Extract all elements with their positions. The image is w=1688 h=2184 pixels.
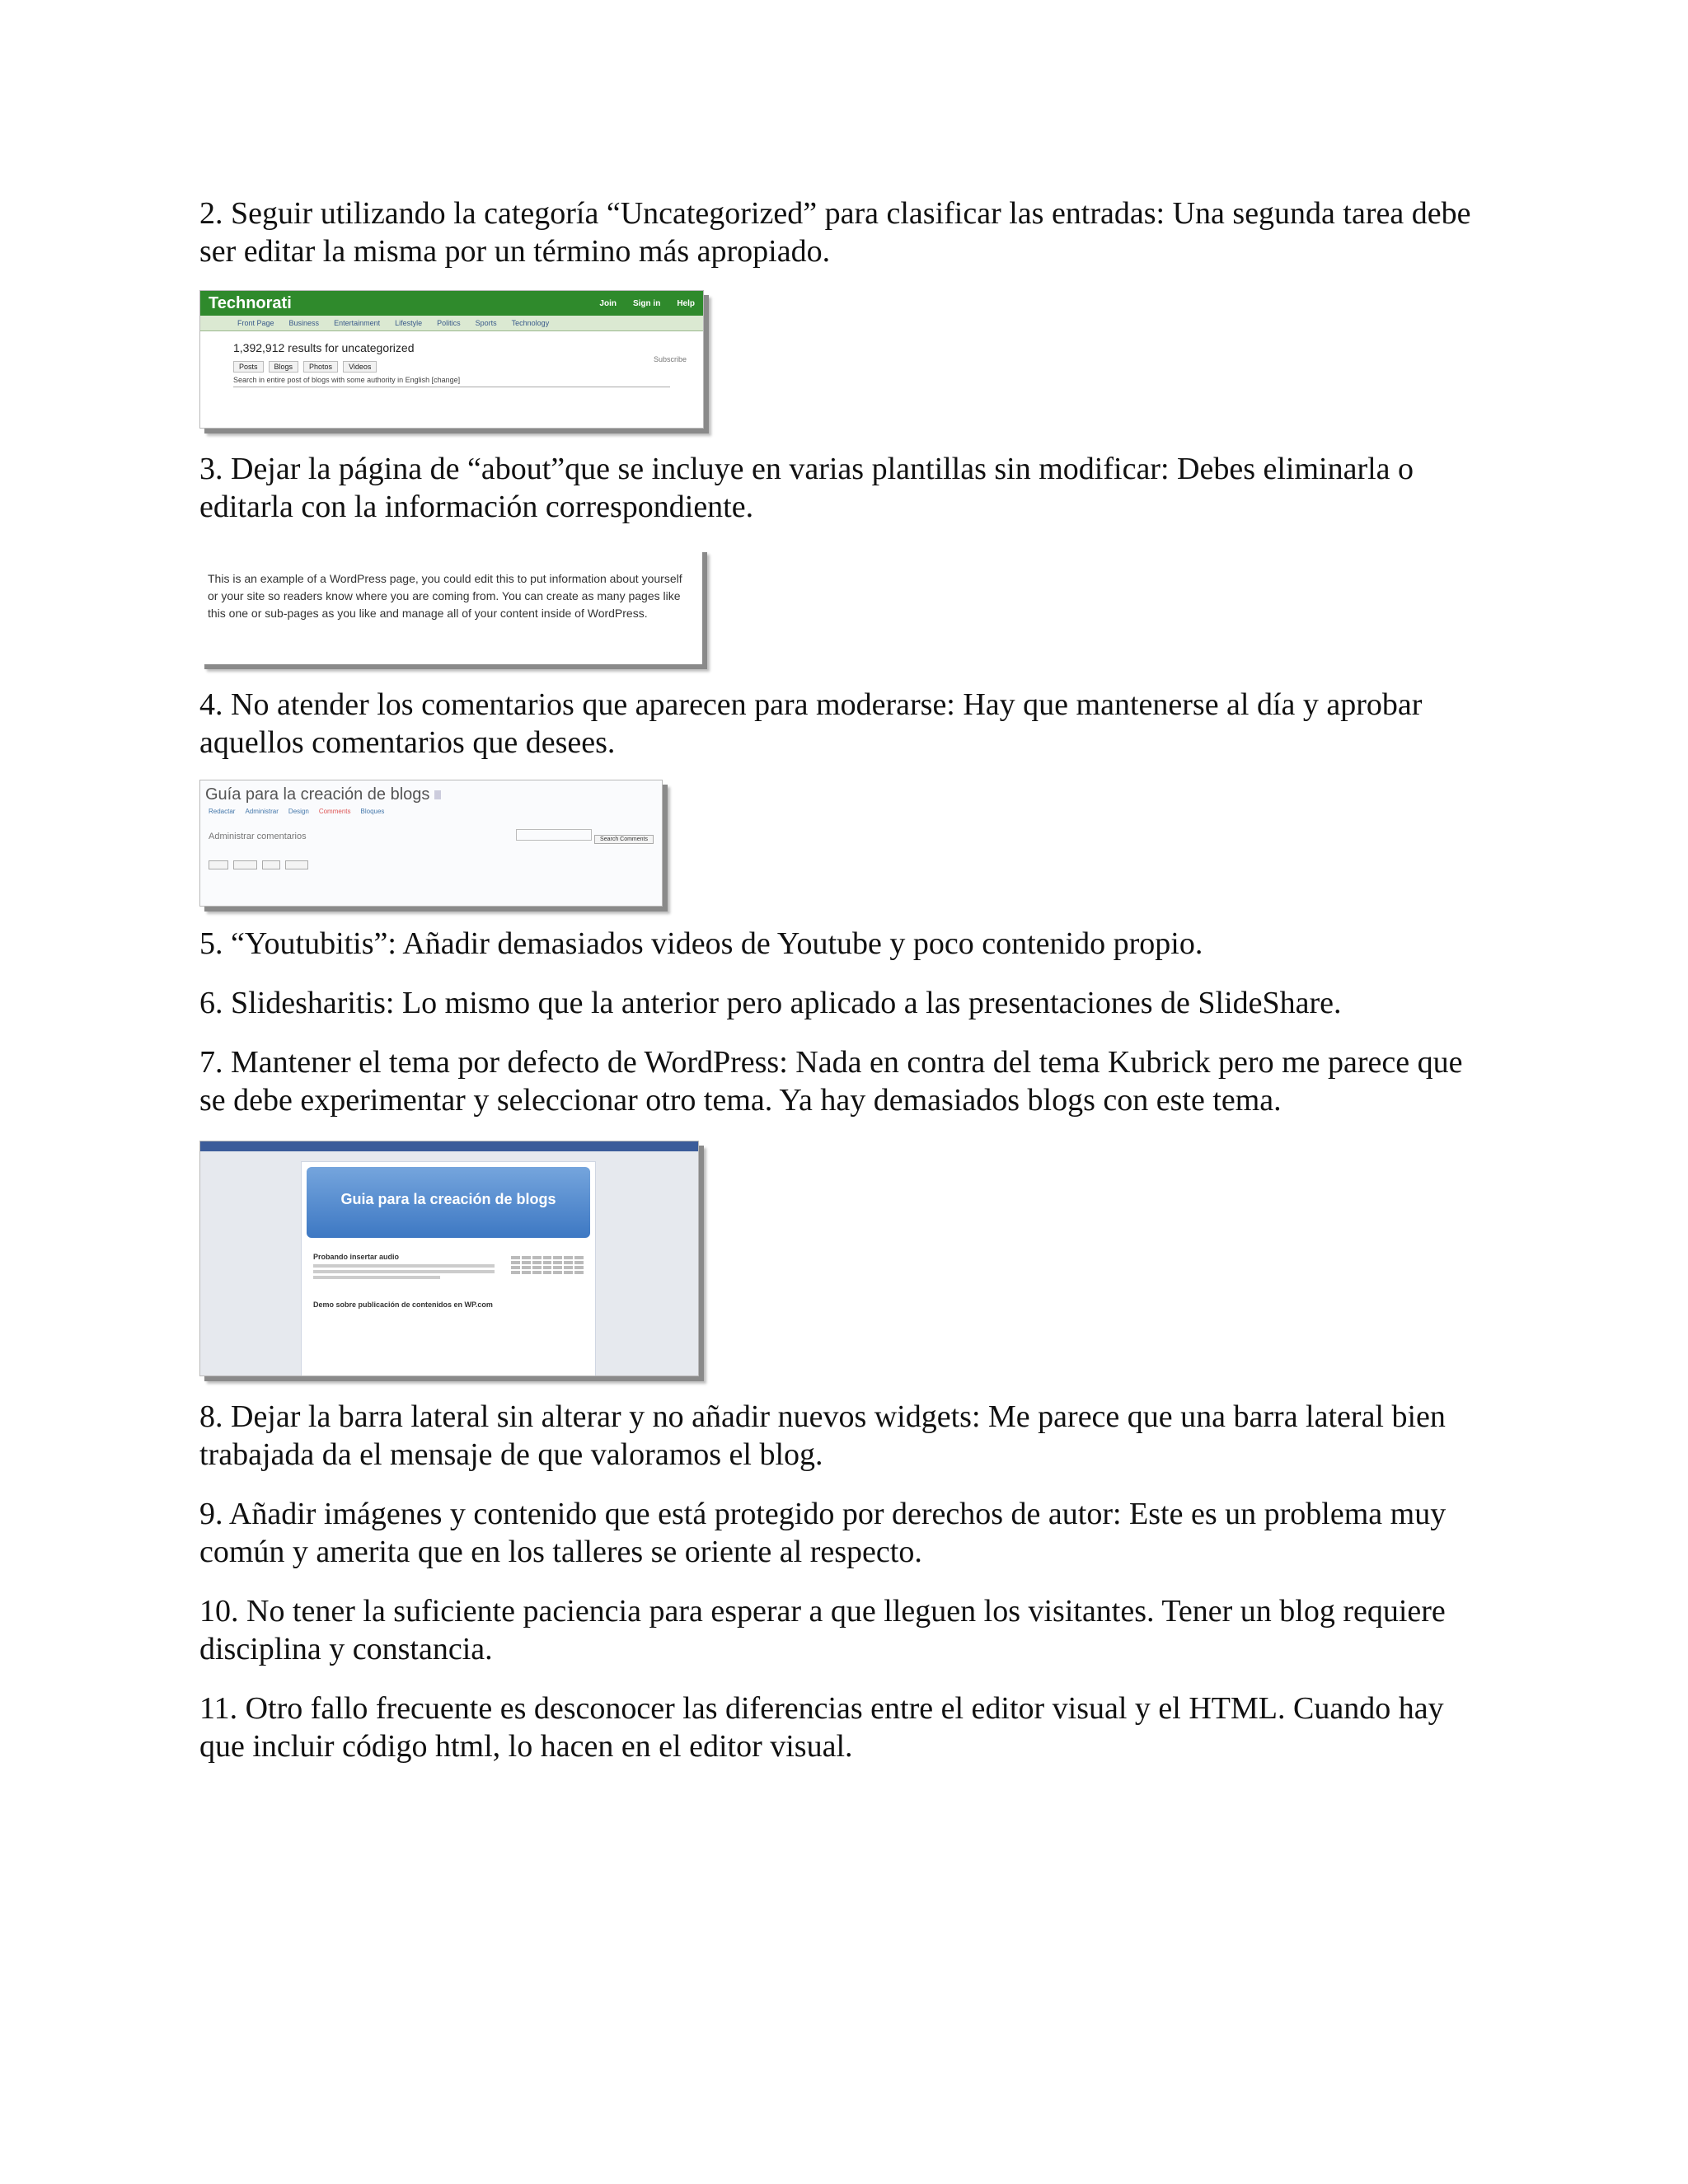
kubrick-theme-screenshot <box>199 1141 699 1376</box>
technorati-tab: Blogs <box>269 361 299 373</box>
comments-subnav <box>200 817 662 826</box>
comments-filter-row <box>200 846 662 859</box>
list-item-10: 10. No tener la suficiente paciencia para esperar a que lleguen los visitantes. Tener un blog requiere disciplina y constancia. <box>199 1594 1446 1666</box>
technorati-nav-item: Politics <box>437 319 461 327</box>
comments-nav-item: Comments <box>318 808 351 815</box>
technorati-search-line: Search in entire post of blogs with some authority in English [change] <box>233 376 670 387</box>
technorati-nav-item: Business <box>288 319 320 327</box>
technorati-nav-item: Front Page <box>237 319 274 327</box>
comments-heading: Administrar comentarios <box>209 831 307 841</box>
comments-blog-title <box>200 780 662 806</box>
comments-blog-tag <box>434 790 441 799</box>
kubrick-sidebar <box>511 1253 584 1274</box>
kubrick-calendar <box>511 1256 584 1274</box>
kubrick-page <box>301 1161 596 1376</box>
technorati-body <box>200 331 703 397</box>
comments-search-button: Search Comments <box>594 835 654 844</box>
list-item-4: 4. No atender los comentarios que aparecen para moderarse: Hay que mantenerse al día y aprobar aquellos comentarios que desees. <box>199 687 1423 760</box>
comments-actions <box>200 859 662 871</box>
document-content <box>199 194 1493 1765</box>
technorati-screenshot <box>199 290 704 429</box>
comments-nav-item: Bloques <box>360 808 385 815</box>
comments-heading-row <box>200 826 662 846</box>
kubrick-admin-bar <box>200 1141 698 1151</box>
kubrick-post <box>313 1253 495 1312</box>
comments-action-button <box>285 860 308 869</box>
list-item-9: 9. Añadir imágenes y contenido que está protegido por derechos de autor: Este es un problema muy común y amerita que en los talleres se oriente al respecto. <box>199 1497 1447 1569</box>
technorati-results: 1,392,912 results for uncategorized <box>233 341 415 354</box>
kubrick-post-title-2: Demo sobre publicación de contenidos en WP.com <box>313 1301 493 1309</box>
technorati-nav-item: Technology <box>511 319 550 327</box>
list-item-8: 8. Dejar la barra lateral sin alterar y no añadir nuevos widgets: Me parece que una barra lateral bien trabajada da el mensaje de que valoramos el blog. <box>199 1399 1446 1472</box>
about-page-text: This is an example of a WordPress page, you could edit this to put information about yourself or your site so readers know where you are coming from. You can create as many pages like this one or sub-pages as you like and manage all of your content inside of WordPress. <box>208 572 682 620</box>
comments-admin-screenshot <box>199 780 663 907</box>
list-item-5: 5. “Youtubitis”: Añadir demasiados videos de Youtube y poco contenido propio. <box>199 926 1203 961</box>
technorati-subscribe: Subscribe <box>653 355 687 363</box>
kubrick-post-lines <box>313 1264 495 1279</box>
list-item-11: 11. Otro fallo frecuente es desconocer las diferencias entre el editor visual y el HTML. Cuando hay que incluir código html, lo hacen en el editor visual. <box>199 1691 1444 1764</box>
comments-nav <box>200 806 662 817</box>
technorati-signin-link: Sign in <box>632 298 661 308</box>
technorati-tabs <box>233 361 670 373</box>
about-page-screenshot <box>199 547 702 664</box>
kubrick-header: Guia para la creación de blogs <box>307 1167 590 1238</box>
kubrick-post-title: Probando insertar audio <box>313 1253 400 1261</box>
technorati-logo: Technorati <box>209 293 292 312</box>
technorati-tab: Videos <box>343 361 377 373</box>
comments-nav-item: Administrar <box>245 808 279 815</box>
list-item-6: 6. Slidesharitis: Lo mismo que la anterior pero aplicado a las presentaciones de SlideShare. <box>199 986 1342 1020</box>
technorati-join-link: Join <box>599 298 617 308</box>
technorati-nav-item: Sports <box>475 319 497 327</box>
comments-action-button <box>262 860 280 869</box>
technorati-nav-item: Entertainment <box>334 319 381 327</box>
technorati-header <box>200 291 703 316</box>
comments-blog-title-text: Guía para la creación de blogs <box>205 785 430 804</box>
comments-search-group <box>516 829 654 843</box>
comments-nav-item: Redactar <box>209 808 236 815</box>
list-item-7: 7. Mantener el tema por defecto de WordPress: Nada en contra del tema Kubrick pero me parece que se debe experimentar y seleccionar otro tema. Ya hay demasiados blogs con este tema. <box>199 1045 1463 1118</box>
technorati-help-link: Help <box>677 298 695 308</box>
technorati-tab: Photos <box>303 361 338 373</box>
technorati-nav-item: Lifestyle <box>395 319 423 327</box>
list-item-3: 3. Dejar la página de “about”que se incluye en varias plantillas sin modificar: Debes eliminarla o editarla con la información correspondiente. <box>199 452 1414 524</box>
technorati-nav <box>200 316 703 331</box>
comments-nav-item: Design <box>288 808 309 815</box>
list-item-2: 2. Seguir utilizando la categoría “Uncategorized” para clasificar las entradas: Una segunda tarea debe ser editar la misma por un término más apropiado. <box>199 196 1471 269</box>
comments-search-box <box>516 829 592 841</box>
technorati-tab: Posts <box>233 361 264 373</box>
comments-action-button <box>209 860 228 869</box>
comments-action-button <box>233 860 258 869</box>
